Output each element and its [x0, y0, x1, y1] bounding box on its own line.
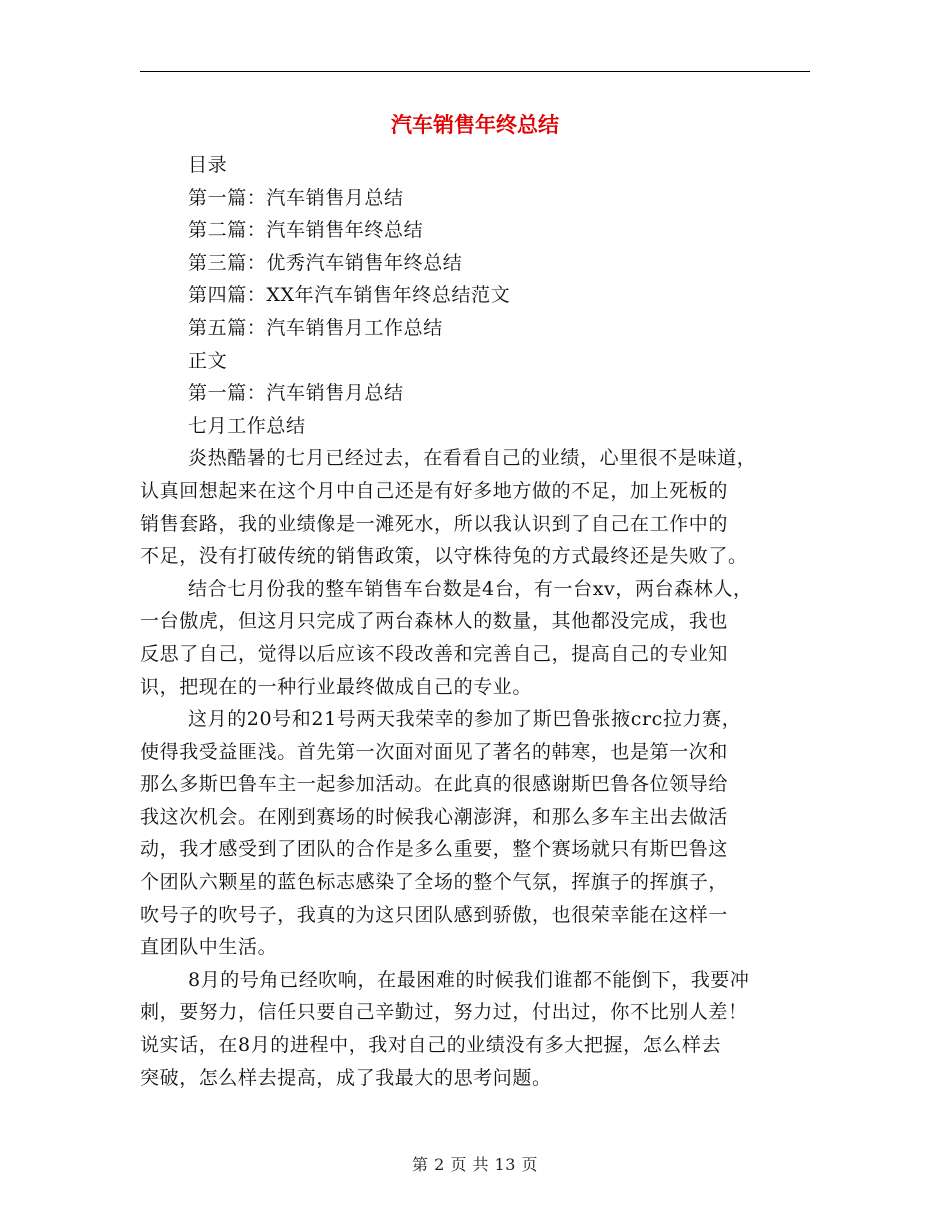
- paragraph-line: 个团队六颗星的蓝色标志感染了全场的整个气氛，挥旗子的挥旗子，: [140, 871, 729, 894]
- toc-item: 第五篇：汽车销售月工作总结: [188, 316, 443, 339]
- paragraph-line: 识，把现在的一种行业最终做成自己的专业。: [140, 675, 533, 698]
- paragraph-line: 我这次机会。在刚到赛场的时候我心潮澎湃，和那么多车主出去做活: [140, 805, 729, 828]
- paragraph: [140, 964, 812, 1094]
- section-title: 第一篇：汽车销售月总结: [188, 382, 404, 405]
- paragraph-line: 直团队中生活。: [140, 936, 278, 959]
- paragraph: [140, 703, 812, 964]
- toc-item: 第三篇：优秀汽车销售年终总结: [188, 251, 463, 274]
- page-footer: 第 2 页 共 13 页: [412, 1155, 538, 1174]
- paragraph-line: 反思了自己，觉得以后应该不段改善和完善自己，提高自己的专业知: [140, 642, 729, 665]
- paragraph-line: 吹号子的吹号子，我真的为这只团队感到骄傲，也很荣幸能在这样一: [140, 903, 729, 926]
- document-title: 汽车销售年终总结: [391, 113, 559, 137]
- toc-item: 第一篇：汽车销售月总结: [188, 186, 404, 209]
- paragraph-line: 销售套路，我的业绩像是一滩死水，所以我认识到了自己在工作中的: [140, 512, 729, 535]
- paragraph: [140, 442, 812, 572]
- toc-item: 第二篇：汽车销售年终总结: [188, 219, 424, 242]
- paragraph-line: 使得我受益匪浅。首先第一次面对面见了著名的韩寒，也是第一次和: [140, 740, 729, 763]
- paragraph-line: 一台傲虎，但这月只完成了两台森林人的数量，其他都没完成，我也: [140, 610, 729, 633]
- paragraph-line: 刺，要努力，信任只要自己辛勤过，努力过，付出过，你不比别人差！: [140, 1001, 748, 1024]
- toc-item: 第四篇：XX年汽车销售年终总结范文: [188, 284, 511, 307]
- paragraph: [140, 573, 812, 703]
- paragraph-line: 结合七月份我的整车销售车台数是4台，有一台xv，两台森林人，: [188, 577, 753, 600]
- header-rule: [140, 71, 810, 72]
- subsection-title: 七月工作总结: [188, 414, 306, 437]
- body-heading: 正文: [188, 349, 228, 372]
- paragraph-line: 不足，没有打破传统的销售政策，以守株待兔的方式最终还是失败了。: [140, 545, 748, 568]
- paragraph-line: 认真回想起来在这个月中自己还是有好多地方做的不足，加上死板的: [140, 479, 729, 502]
- paragraph-line: 那么多斯巴鲁车主一起参加活动。在此真的很感谢斯巴鲁各位领导给: [140, 773, 729, 796]
- paragraph-line: 炎热酷暑的七月已经过去，在看看自己的业绩，心里很不是味道，: [188, 447, 757, 470]
- toc-heading: 目录: [188, 154, 228, 176]
- paragraph-line: 这月的20号和21号两天我荣幸的参加了斯巴鲁张掖crc拉力赛，: [188, 708, 742, 731]
- paragraph-line: 动，我才感受到了团队的合作是多么重要，整个赛场就只有斯巴鲁这: [140, 838, 729, 861]
- paragraph-line: 突破，怎么样去提高，成了我最大的思考问题。: [140, 1066, 552, 1089]
- paragraph-line: 8月的号角已经吹响，在最困难的时候我们谁都不能倒下，我要冲: [188, 968, 750, 991]
- document-body: [140, 149, 812, 1094]
- paragraph-line: 说实话，在8月的进程中，我对自己的业绩没有多大把握，怎么样去: [140, 1034, 722, 1057]
